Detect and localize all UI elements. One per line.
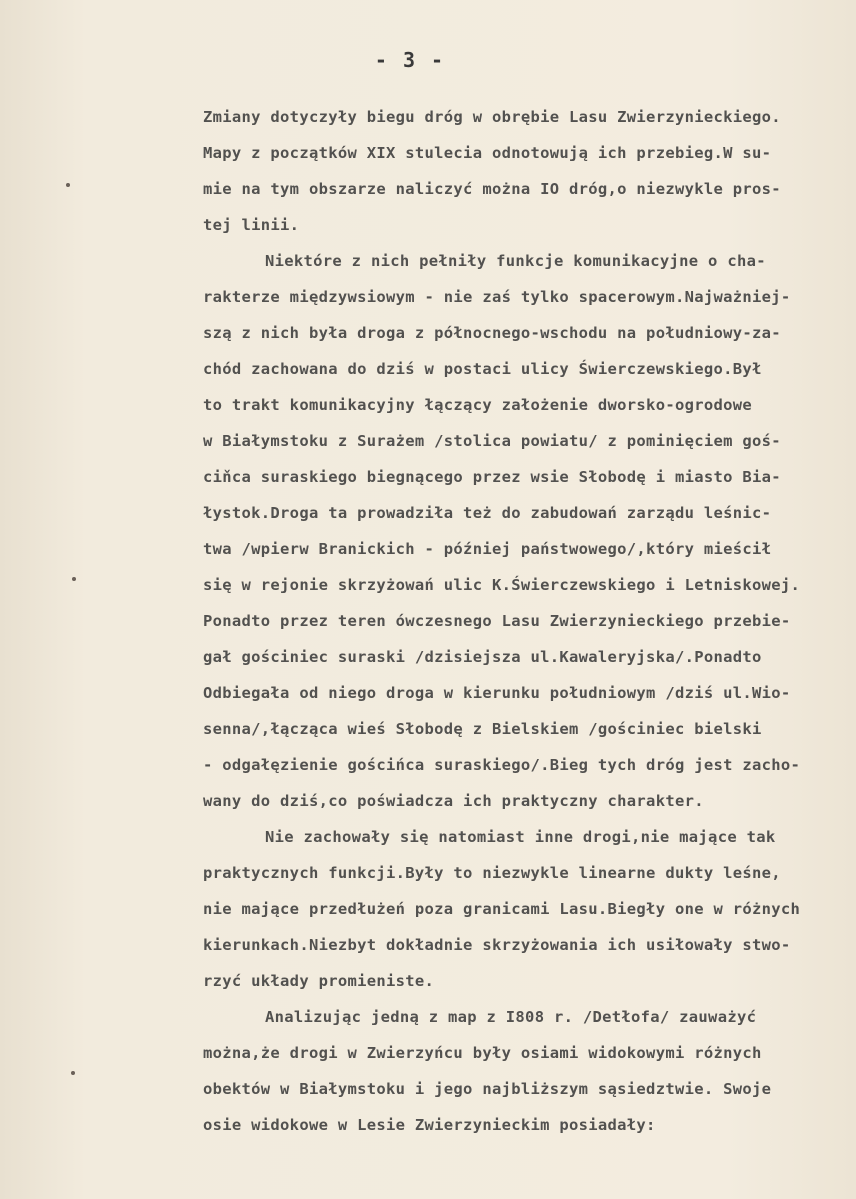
text-line: Mapy z początków XIX stulecia odnotowują ich przebieg.W su-: [203, 144, 772, 162]
text-line: Niektóre z nich pełniły funkcje komunikacyjne o cha-: [265, 252, 766, 270]
text-line: Ponadto przez teren ówczesnego Lasu Zwierzynieckiego przebie-: [203, 612, 791, 630]
text-line: się w rejonie skrzyżowań ulic K.Świerczewskiego i Letniskowej.: [203, 576, 801, 594]
text-line: w Białymstoku z Surażem /stolica powiatu/ z pominięciem goś-: [203, 432, 781, 450]
text-line: to trakt komunikacyjny łączący założenie dworsko-ogrodowe: [203, 396, 753, 414]
text-line: rakterze międzywsiowym - nie zaś tylko spacerowym.Najważniej-: [203, 288, 791, 306]
text-line: można,że drogi w Zwierzyńcu były osiami widokowymi różnych: [203, 1044, 762, 1062]
text-line: szą z nich była droga z północnego-wschodu na południowy-za-: [203, 324, 781, 342]
punch-hole-mark: [72, 577, 76, 581]
text-line: kierunkach.Niezbyt dokładnie skrzyżowania ich usiłowały stwo-: [203, 936, 791, 954]
text-line: Analizując jedną z map z I808 r. /Detłofa/ zauważyć: [265, 1008, 757, 1026]
text-line: obektów w Białymstoku i jego najbliższym sąsiedztwie. Swoje: [203, 1080, 772, 1098]
punch-hole-mark: [66, 183, 70, 187]
text-line: Odbiegała od niego droga w kierunku południowym /dziś ul.Wio-: [203, 684, 791, 702]
text-line: ciňca suraskiego biegnącego przez wsie Słobodę i miasto Bia-: [203, 468, 781, 486]
page-number: - 3 -: [374, 48, 446, 72]
text-line: gał gościniec suraski /dzisiejsza ul.Kawaleryjska/.Ponadto: [203, 648, 762, 666]
text-line: Zmiany dotyczyły biegu dróg w obrębie Lasu Zwierzynieckiego.: [203, 108, 781, 126]
text-line: tej linii.: [203, 216, 300, 234]
text-line: łystok.Droga ta prowadziła też do zabudowań zarządu leśnic-: [203, 504, 772, 522]
text-line: wany do dziś,co poświadcza ich praktyczny charakter.: [203, 792, 704, 810]
text-line: - odgałęzienie gościńca suraskiego/.Bieg tych dróg jest zacho-: [203, 756, 801, 774]
text-line: mie na tym obszarze naliczyć można IO dróg,o niezwykle pros-: [203, 180, 781, 198]
text-line: twa /wpierw Branickich - później państwowego/,który mieścił: [203, 540, 772, 558]
text-line: osie widokowe w Lesie Zwierzynieckim posiadały:: [203, 1116, 656, 1134]
text-line: nie mające przedłużeń poza granicami Lasu.Biegły one w różnych: [203, 900, 801, 918]
text-line: chód zachowana do dziś w postaci ulicy Świerczewskiego.Był: [203, 360, 762, 378]
text-line: Nie zachowały się natomiast inne drogi,nie mające tak: [265, 828, 776, 846]
text-line: praktycznych funkcji.Były to niezwykle linearne dukty leśne,: [203, 864, 781, 882]
punch-hole-mark: [71, 1071, 75, 1075]
text-line: senna/,łącząca wieś Słobodę z Bielskiem /gościniec bielski: [203, 720, 762, 738]
text-line: rzyć układy promieniste.: [203, 972, 435, 990]
